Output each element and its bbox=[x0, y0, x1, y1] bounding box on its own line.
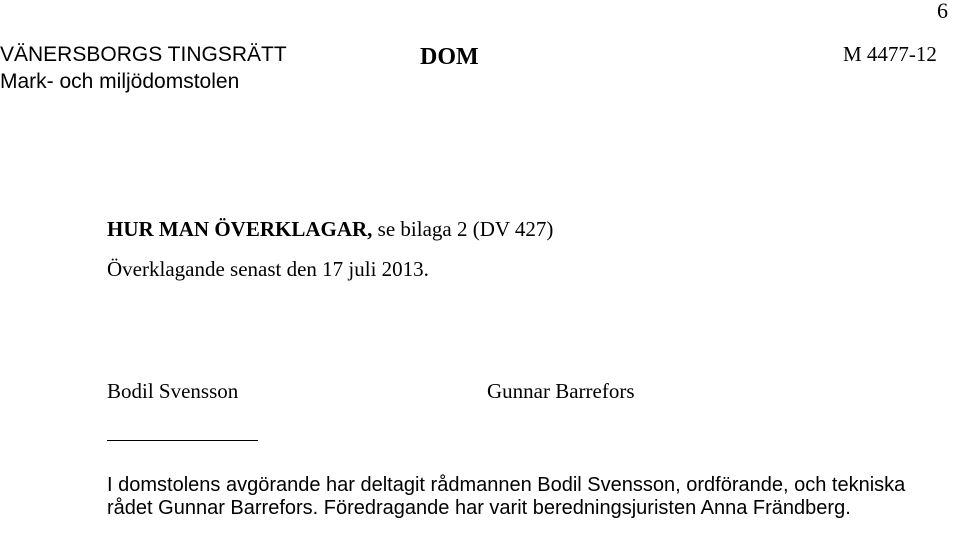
court-composition-paragraph: I domstolens avgörande har deltagit rådmannen Bodil Svensson, ordförande, och tekniska rådet Gunnar Barrefors. Föredragande har varit beredningsjuristen Anna Frändberg. bbox=[107, 474, 906, 519]
signature-technical-adviser: Gunnar Barrefors bbox=[487, 379, 635, 403]
appeal-heading-rest: se bilaga 2 (DV 427) bbox=[372, 217, 554, 241]
appeal-heading-bold: HUR MAN ÖVERKLAGAR, bbox=[107, 217, 373, 241]
appeal-heading bbox=[107, 219, 553, 240]
court-division: Mark- och miljödomstolen bbox=[0, 70, 240, 93]
footnote-divider bbox=[107, 440, 258, 441]
court-name: VÄNERSBORGS TINGSRÄTT bbox=[0, 43, 287, 66]
signature-chair: Bodil Svensson bbox=[107, 379, 239, 403]
case-number: M 4477-12 bbox=[843, 42, 937, 66]
page-number: 6 bbox=[937, 0, 948, 23]
document-type: DOM bbox=[420, 44, 479, 70]
appeal-deadline: Överklagande senast den 17 juli 2013. bbox=[107, 257, 429, 281]
